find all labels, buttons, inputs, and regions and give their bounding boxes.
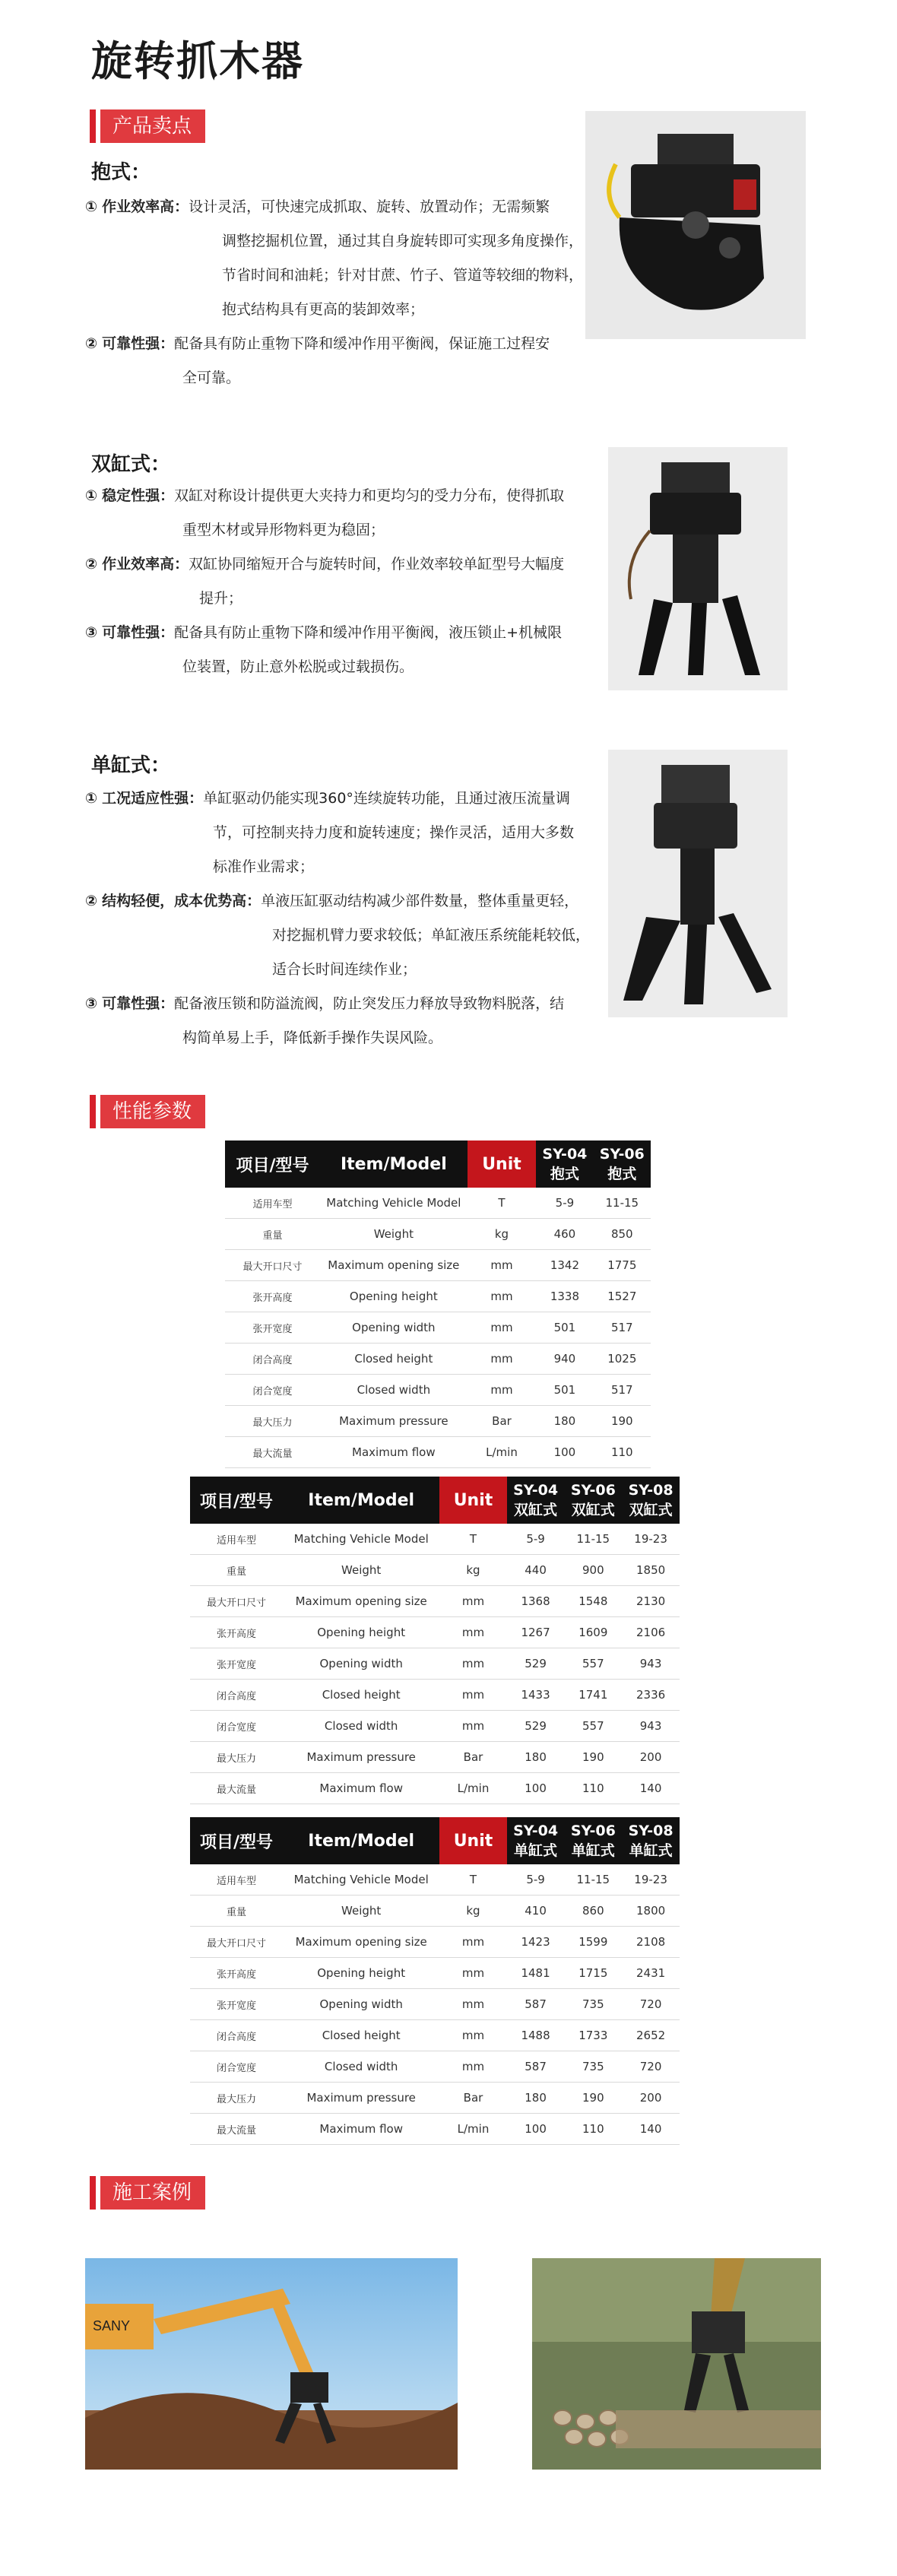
- table-cell: Opening height: [283, 1958, 439, 1989]
- spec-table-hug: [225, 1140, 651, 1468]
- section-label: 施工案例: [100, 2176, 205, 2210]
- section-label: 产品卖点: [100, 109, 205, 143]
- table-cell: Bar: [468, 1406, 536, 1437]
- table-cell: 2652: [622, 2020, 680, 2051]
- table-cell: 最大压力: [190, 2083, 283, 2114]
- table-row: [225, 1281, 651, 1312]
- table-row: [190, 1989, 680, 2020]
- table-cell: 1267: [507, 1617, 565, 1648]
- header-cn: 项目/型号: [225, 1140, 320, 1188]
- table-cell: Opening width: [320, 1312, 468, 1344]
- section-tag-selling-points: [90, 109, 205, 143]
- header-en: Item/Model: [283, 1477, 439, 1524]
- table-cell: 190: [564, 1742, 622, 1773]
- table-cell: 最大流量: [225, 1437, 320, 1468]
- section-tag-performance: [90, 1095, 205, 1128]
- table-cell: 5-9: [507, 1864, 565, 1896]
- excavator-photo-icon: [85, 2258, 458, 2470]
- header-model: SY-08 双缸式: [622, 1477, 680, 1524]
- header-unit: Unit: [439, 1817, 506, 1864]
- table-cell: mm: [468, 1344, 536, 1375]
- table-cell: mm: [439, 1680, 506, 1711]
- table-row: [225, 1344, 651, 1375]
- header-model: SY-06 抱式: [594, 1140, 651, 1188]
- feature-item: ② 作业效率高： 双缸协同缩短开合与旋转时间，作业效率较单缸型号大幅度: [85, 556, 565, 573]
- feature-item: ③ 可靠性强： 配备液压锁和防溢流阀，防止突发压力释放导致物料脱落，结: [85, 995, 565, 1012]
- table-cell: Maximum pressure: [283, 2083, 439, 2114]
- header-model: SY-04 单缸式: [507, 1817, 565, 1864]
- table-cell: 张开高度: [225, 1281, 320, 1312]
- table-cell: Weight: [283, 1896, 439, 1927]
- table-cell: 943: [622, 1711, 680, 1742]
- table-cell: Closed width: [283, 1711, 439, 1742]
- feature-item: ① 作业效率高： 设计灵活，可快速完成抓取、旋转、放置动作；无需频繁: [85, 198, 550, 215]
- table-row: [190, 1648, 680, 1680]
- table-cell: 557: [564, 1648, 622, 1680]
- table-cell: 最大压力: [190, 1742, 283, 1773]
- table-cell: 1609: [564, 1617, 622, 1648]
- table-cell: 19-23: [622, 1864, 680, 1896]
- table-row: [190, 1586, 680, 1617]
- table-cell: 1715: [564, 1958, 622, 1989]
- table-cell: 闭合宽度: [190, 1711, 283, 1742]
- table-cell: Opening width: [283, 1648, 439, 1680]
- table-cell: 557: [564, 1711, 622, 1742]
- feature-list-single-cylinder: [85, 782, 602, 1055]
- table-cell: Maximum pressure: [320, 1406, 468, 1437]
- table-cell: mm: [468, 1375, 536, 1406]
- table-row: [190, 2051, 680, 2083]
- table-cell: 1775: [594, 1250, 651, 1281]
- table-cell: Weight: [320, 1219, 468, 1250]
- table-cell: 517: [594, 1312, 651, 1344]
- table-row: [190, 2114, 680, 2145]
- product-image-double-cylinder: [608, 447, 788, 690]
- table-row: [190, 1742, 680, 1773]
- table-cell: 1527: [594, 1281, 651, 1312]
- table-cell: Opening width: [283, 1989, 439, 2020]
- feature-line: 适合长时间连续作业；: [272, 961, 417, 978]
- table-cell: 1342: [536, 1250, 593, 1281]
- table-cell: 重量: [190, 1896, 283, 1927]
- table-cell: 闭合高度: [190, 2020, 283, 2051]
- table-cell: Maximum flow: [283, 2114, 439, 2145]
- table-cell: Bar: [439, 2083, 506, 2114]
- table-cell: 460: [536, 1219, 593, 1250]
- header-model: SY-04 抱式: [536, 1140, 593, 1188]
- table-cell: 1599: [564, 1927, 622, 1958]
- feature-heading-single-cylinder: 单缸式：: [91, 754, 171, 777]
- table-cell: 440: [507, 1555, 565, 1586]
- table-cell: mm: [468, 1312, 536, 1344]
- table-cell: 适用车型: [225, 1188, 320, 1219]
- table-cell: mm: [468, 1281, 536, 1312]
- table-cell: Closed width: [320, 1375, 468, 1406]
- table-cell: 重量: [190, 1555, 283, 1586]
- feature-item: ② 可靠性强： 配备具有防止重物下降和缓冲作用平衡阀，保证施工过程安: [85, 335, 550, 352]
- section-tag-cases: [90, 2176, 205, 2210]
- table-row: [190, 1524, 680, 1555]
- case-photo-excavator: [85, 2258, 458, 2470]
- table-cell: 180: [536, 1406, 593, 1437]
- table-cell: 2108: [622, 1927, 680, 1958]
- table-cell: 闭合高度: [190, 1680, 283, 1711]
- table-cell: 最大开口尺寸: [190, 1586, 283, 1617]
- table-cell: 2130: [622, 1586, 680, 1617]
- table-cell: Maximum flow: [320, 1437, 468, 1468]
- table-row: [190, 2083, 680, 2114]
- product-image-single-cylinder: [608, 750, 788, 1017]
- table-cell: 张开高度: [190, 1617, 283, 1648]
- table-cell: 张开宽度: [190, 1989, 283, 2020]
- table-cell: 1433: [507, 1680, 565, 1711]
- table-row: [190, 1711, 680, 1742]
- feature-line: 标准作业需求；: [213, 858, 315, 875]
- table-cell: mm: [439, 1648, 506, 1680]
- table-cell: 100: [536, 1437, 593, 1468]
- table-cell: Matching Vehicle Model: [283, 1524, 439, 1555]
- table-cell: 110: [594, 1437, 651, 1468]
- table-cell: 1368: [507, 1586, 565, 1617]
- table-cell: Opening height: [283, 1617, 439, 1648]
- feature-line: 调整挖掘机位置，通过其自身旋转即可实现多角度操作，: [222, 233, 584, 249]
- table-cell: L/min: [468, 1437, 536, 1468]
- table-cell: Matching Vehicle Model: [283, 1864, 439, 1896]
- table-cell: T: [468, 1188, 536, 1219]
- table-cell: 适用车型: [190, 1864, 283, 1896]
- feature-line: 全可靠。: [182, 370, 241, 386]
- table-cell: 200: [622, 2083, 680, 2114]
- table-cell: Matching Vehicle Model: [320, 1188, 468, 1219]
- table-row: [190, 2020, 680, 2051]
- feature-item: ① 稳定性强： 双缸对称设计提供更大夹持力和更均匀的受力分布，使得抓取: [85, 487, 565, 504]
- table-cell: 180: [507, 2083, 565, 2114]
- feature-line: 重型木材或异形物料更为稳固；: [182, 522, 385, 538]
- table-cell: 张开宽度: [225, 1312, 320, 1344]
- page-title: 旋转抓木器: [91, 37, 304, 85]
- table-cell: 100: [507, 2114, 565, 2145]
- table-cell: 943: [622, 1648, 680, 1680]
- table-cell: kg: [439, 1896, 506, 1927]
- table-cell: Closed height: [283, 1680, 439, 1711]
- table-cell: 517: [594, 1375, 651, 1406]
- header-cn: 项目/型号: [190, 1817, 283, 1864]
- table-cell: 110: [564, 1773, 622, 1804]
- product-image-hug: [585, 111, 806, 339]
- table-cell: 最大流量: [190, 2114, 283, 2145]
- grapple-hug-icon: [585, 111, 806, 339]
- table-cell: 587: [507, 1989, 565, 2020]
- table-cell: 1548: [564, 1586, 622, 1617]
- table-cell: mm: [439, 1586, 506, 1617]
- section-label: 性能参数: [100, 1095, 205, 1128]
- table-cell: mm: [439, 1711, 506, 1742]
- table-row: [190, 1555, 680, 1586]
- table-row: [225, 1312, 651, 1344]
- svg-text:SANY: SANY: [93, 2318, 131, 2333]
- feature-item: ② 结构轻便，成本优势高： 单液压缸驱动结构减少部件数量，整体重量更轻，: [85, 893, 579, 909]
- table-cell: mm: [439, 2051, 506, 2083]
- header-model: SY-08 单缸式: [622, 1817, 680, 1864]
- header-model: SY-06 双缸式: [564, 1477, 622, 1524]
- table-cell: 140: [622, 2114, 680, 2145]
- feature-list-double-cylinder: [85, 479, 602, 684]
- table-body: [225, 1188, 651, 1468]
- header-unit: Unit: [468, 1140, 536, 1188]
- table-cell: mm: [439, 1989, 506, 2020]
- grapple-single-cylinder-icon: [608, 750, 788, 1017]
- header-unit: Unit: [439, 1477, 506, 1524]
- table-cell: 735: [564, 2051, 622, 2083]
- table-cell: 张开宽度: [190, 1648, 283, 1680]
- feature-heading-hug: 抱式：: [91, 161, 151, 184]
- table-cell: T: [439, 1524, 506, 1555]
- table-cell: Maximum opening size: [283, 1586, 439, 1617]
- table-body: [190, 1524, 680, 1804]
- table-cell: 重量: [225, 1219, 320, 1250]
- table-cell: 860: [564, 1896, 622, 1927]
- table-cell: 11-15: [564, 1524, 622, 1555]
- header-en: Item/Model: [320, 1140, 468, 1188]
- table-cell: mm: [439, 2020, 506, 2051]
- log-handling-photo-icon: [532, 2258, 821, 2470]
- table-cell: mm: [439, 1927, 506, 1958]
- table-cell: 140: [622, 1773, 680, 1804]
- grapple-double-cylinder-icon: [608, 447, 788, 690]
- feature-line: 位装置，防止意外松脱或过载损伤。: [182, 658, 414, 675]
- table-cell: 200: [622, 1742, 680, 1773]
- table-row: [190, 1773, 680, 1804]
- table-cell: Weight: [283, 1555, 439, 1586]
- table-cell: mm: [439, 1958, 506, 1989]
- header-en: Item/Model: [283, 1817, 439, 1864]
- feature-item: ① 工况适应性强： 单缸驱动仍能实现360°连续旋转功能，且通过液压流量调: [85, 790, 570, 807]
- table-row: [190, 1927, 680, 1958]
- table-cell: 100: [507, 1773, 565, 1804]
- table-cell: Closed height: [283, 2020, 439, 2051]
- header-model: SY-04 双缸式: [507, 1477, 565, 1524]
- table-body: [190, 1864, 680, 2145]
- table-row: [225, 1188, 651, 1219]
- table-row: [190, 1864, 680, 1896]
- feature-list-hug: [85, 190, 587, 395]
- table-cell: 501: [536, 1375, 593, 1406]
- table-cell: 2106: [622, 1617, 680, 1648]
- table-row: [190, 1896, 680, 1927]
- table-row: [225, 1250, 651, 1281]
- table-row: [225, 1375, 651, 1406]
- table-cell: 最大流量: [190, 1773, 283, 1804]
- table-cell: 529: [507, 1711, 565, 1742]
- table-cell: 190: [594, 1406, 651, 1437]
- table-cell: 587: [507, 2051, 565, 2083]
- table-cell: 190: [564, 2083, 622, 2114]
- table-cell: 11-15: [594, 1188, 651, 1219]
- table-cell: 11-15: [564, 1864, 622, 1896]
- table-cell: 529: [507, 1648, 565, 1680]
- feature-line: 节，可控制夹持力度和旋转速度；操作灵活，适用大多数: [213, 824, 575, 841]
- case-photo-logs: [532, 2258, 821, 2470]
- spec-table-double-cylinder: [190, 1477, 680, 1804]
- table-cell: 1423: [507, 1927, 565, 1958]
- table-row: [190, 1958, 680, 1989]
- table-cell: 1741: [564, 1680, 622, 1711]
- table-cell: Maximum flow: [283, 1773, 439, 1804]
- table-cell: Closed height: [320, 1344, 468, 1375]
- table-cell: 2431: [622, 1958, 680, 1989]
- feature-line: 节省时间和油耗；针对甘蔗、竹子、管道等较细的物料，: [222, 267, 584, 284]
- table-row: [225, 1406, 651, 1437]
- table-cell: 850: [594, 1219, 651, 1250]
- feature-line: 对挖掘机臂力要求较低；单缸液压系统能耗较低，: [272, 927, 591, 944]
- table-row: [190, 1617, 680, 1648]
- table-cell: 最大开口尺寸: [190, 1927, 283, 1958]
- table-cell: 940: [536, 1344, 593, 1375]
- table-cell: 110: [564, 2114, 622, 2145]
- spec-table-single-cylinder: [190, 1817, 680, 2145]
- table-cell: Maximum pressure: [283, 1742, 439, 1773]
- table-cell: 适用车型: [190, 1524, 283, 1555]
- table-cell: Opening height: [320, 1281, 468, 1312]
- table-cell: 最大开口尺寸: [225, 1250, 320, 1281]
- table-cell: L/min: [439, 2114, 506, 2145]
- table-row: [225, 1219, 651, 1250]
- table-cell: L/min: [439, 1773, 506, 1804]
- table-cell: Closed width: [283, 2051, 439, 2083]
- table-cell: 最大压力: [225, 1406, 320, 1437]
- table-cell: 180: [507, 1742, 565, 1773]
- table-cell: 1850: [622, 1555, 680, 1586]
- table-cell: 闭合宽度: [225, 1375, 320, 1406]
- table-cell: 闭合宽度: [190, 2051, 283, 2083]
- table-cell: 1338: [536, 1281, 593, 1312]
- table-cell: 闭合高度: [225, 1344, 320, 1375]
- table-cell: 1800: [622, 1896, 680, 1927]
- table-cell: Maximum opening size: [283, 1927, 439, 1958]
- table-cell: kg: [468, 1219, 536, 1250]
- table-cell: Maximum opening size: [320, 1250, 468, 1281]
- table-cell: 720: [622, 2051, 680, 2083]
- table-cell: 1733: [564, 2020, 622, 2051]
- table-cell: 410: [507, 1896, 565, 1927]
- feature-line: 抱式结构具有更高的装卸效率；: [222, 301, 425, 318]
- feature-item: ③ 可靠性强： 配备具有防止重物下降和缓冲作用平衡阀，液压锁止+机械限: [85, 624, 563, 641]
- table-cell: 19-23: [622, 1524, 680, 1555]
- header-model: SY-06 单缸式: [564, 1817, 622, 1864]
- table-cell: 900: [564, 1555, 622, 1586]
- table-cell: 1025: [594, 1344, 651, 1375]
- feature-heading-double-cylinder: 双缸式：: [91, 453, 171, 476]
- table-row: [225, 1437, 651, 1468]
- table-cell: 720: [622, 1989, 680, 2020]
- table-cell: Bar: [439, 1742, 506, 1773]
- table-row: [190, 1680, 680, 1711]
- table-cell: 735: [564, 1989, 622, 2020]
- table-cell: 501: [536, 1312, 593, 1344]
- table-cell: 张开高度: [190, 1958, 283, 1989]
- table-cell: 2336: [622, 1680, 680, 1711]
- table-cell: 5-9: [536, 1188, 593, 1219]
- header-cn: 项目/型号: [190, 1477, 283, 1524]
- table-cell: kg: [439, 1555, 506, 1586]
- feature-line: 构简单易上手，降低新手操作失误风险。: [182, 1029, 443, 1046]
- table-cell: 1481: [507, 1958, 565, 1989]
- table-cell: 5-9: [507, 1524, 565, 1555]
- feature-line: 提升；: [199, 590, 243, 607]
- table-cell: T: [439, 1864, 506, 1896]
- table-cell: mm: [439, 1617, 506, 1648]
- table-cell: mm: [468, 1250, 536, 1281]
- table-cell: 1488: [507, 2020, 565, 2051]
